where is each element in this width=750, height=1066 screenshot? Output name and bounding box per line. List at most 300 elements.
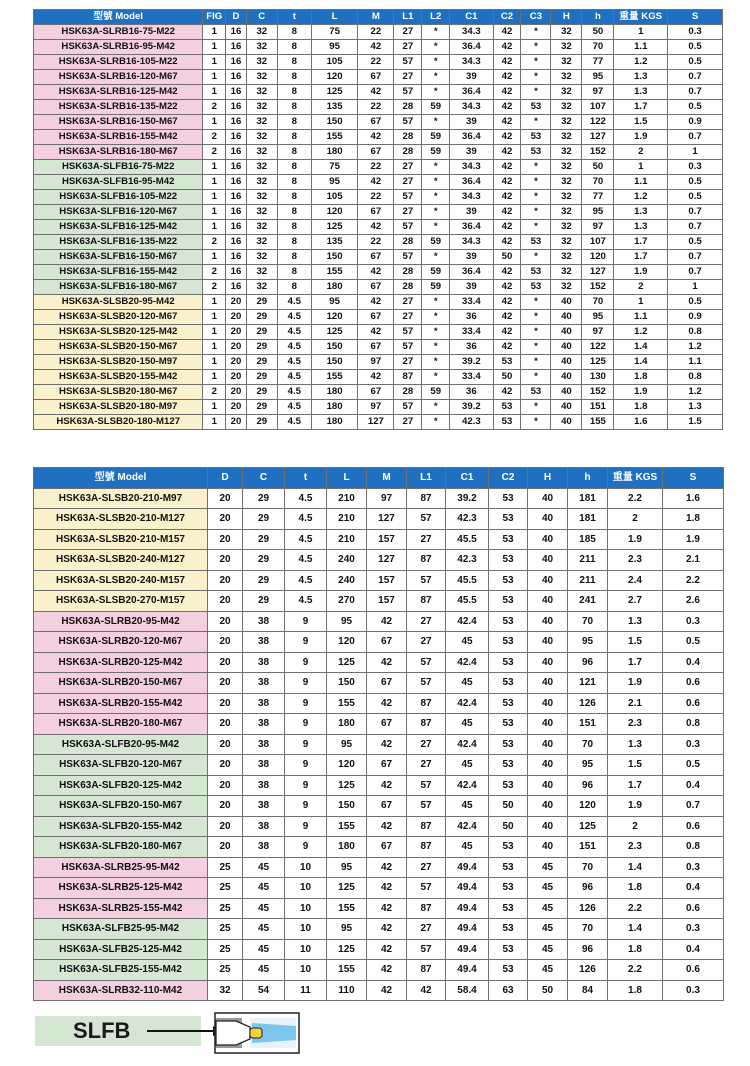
value-cell: 40: [551, 325, 582, 340]
value-cell: 77: [582, 190, 614, 205]
value-cell: *: [521, 70, 551, 85]
model-cell: HSK63A-SLRB16-95-M42: [34, 40, 203, 55]
value-cell: 16: [226, 220, 247, 235]
value-cell: 57: [407, 796, 446, 817]
value-cell: 87: [407, 488, 446, 509]
value-cell: 96: [568, 652, 608, 673]
value-cell: 28: [394, 235, 422, 250]
column-header: 型號 Model: [34, 468, 208, 489]
value-cell: 32: [551, 130, 582, 145]
value-cell: 29: [246, 370, 277, 385]
value-cell: 32: [246, 100, 277, 115]
value-cell: 70: [568, 611, 608, 632]
value-cell: 180: [327, 837, 367, 858]
value-cell: 45: [528, 898, 568, 919]
value-cell: 0.8: [663, 714, 724, 735]
value-cell: 16: [226, 25, 247, 40]
value-cell: *: [422, 370, 450, 385]
value-cell: 2.3: [608, 837, 663, 858]
value-cell: 151: [568, 714, 608, 735]
value-cell: 9: [285, 652, 327, 673]
value-cell: 8: [277, 25, 311, 40]
table-row: [34, 591, 724, 612]
value-cell: 9: [285, 796, 327, 817]
value-cell: *: [422, 160, 450, 175]
value-cell: 67: [358, 310, 394, 325]
value-cell: 67: [367, 755, 407, 776]
value-cell: 27: [394, 355, 422, 370]
model-cell: HSK63A-SLRB20-150-M67: [34, 673, 208, 694]
value-cell: 155: [327, 816, 367, 837]
value-cell: 8: [277, 235, 311, 250]
column-header: L: [311, 10, 357, 25]
value-cell: *: [521, 340, 551, 355]
value-cell: 16: [226, 40, 247, 55]
value-cell: 57: [407, 509, 446, 530]
value-cell: 42: [367, 980, 407, 1001]
value-cell: 1.8: [608, 980, 663, 1001]
value-cell: 29: [246, 340, 277, 355]
value-cell: 32: [551, 115, 582, 130]
value-cell: 42: [493, 310, 521, 325]
value-cell: 8: [277, 190, 311, 205]
value-cell: 155: [311, 265, 357, 280]
value-cell: 42: [358, 370, 394, 385]
value-cell: 32: [246, 265, 277, 280]
value-cell: 32: [246, 40, 277, 55]
value-cell: 40: [528, 714, 568, 735]
value-cell: 107: [582, 235, 614, 250]
value-cell: 42: [367, 775, 407, 796]
model-cell: HSK63A-SLFB20-155-M42: [34, 816, 208, 837]
value-cell: 10: [285, 857, 327, 878]
value-cell: 32: [551, 205, 582, 220]
value-cell: *: [422, 310, 450, 325]
value-cell: 40: [551, 295, 582, 310]
value-cell: 29: [243, 591, 285, 612]
value-cell: 29: [246, 385, 277, 400]
value-cell: 59: [422, 130, 450, 145]
value-cell: *: [422, 85, 450, 100]
value-cell: 9: [285, 693, 327, 714]
value-cell: 38: [243, 796, 285, 817]
value-cell: 2.4: [608, 570, 663, 591]
value-cell: 42: [493, 40, 521, 55]
value-cell: 40: [528, 837, 568, 858]
column-header: D: [226, 10, 247, 25]
value-cell: 27: [394, 310, 422, 325]
table-row: [34, 265, 723, 280]
value-cell: 53: [493, 415, 521, 430]
value-cell: 53: [489, 673, 528, 694]
value-cell: 33.4: [450, 370, 493, 385]
value-cell: 20: [226, 385, 247, 400]
value-cell: 4.5: [285, 529, 327, 550]
value-cell: 42: [493, 85, 521, 100]
value-cell: 53: [489, 919, 528, 940]
column-header: C2: [489, 468, 528, 489]
value-cell: 95: [327, 611, 367, 632]
table-row: [34, 550, 724, 571]
value-cell: 0.5: [668, 175, 723, 190]
value-cell: 57: [407, 939, 446, 960]
value-cell: 25: [208, 960, 243, 981]
value-cell: 2.2: [608, 488, 663, 509]
value-cell: 42: [493, 205, 521, 220]
value-cell: 87: [407, 693, 446, 714]
value-cell: 45.5: [446, 529, 489, 550]
value-cell: 20: [208, 755, 243, 776]
value-cell: 32: [551, 85, 582, 100]
value-cell: 16: [226, 280, 247, 295]
value-cell: 127: [582, 265, 614, 280]
value-cell: 1.9: [608, 796, 663, 817]
column-header: M: [367, 468, 407, 489]
value-cell: 2.2: [663, 570, 724, 591]
value-cell: 20: [226, 295, 247, 310]
value-cell: 9: [285, 816, 327, 837]
value-cell: 27: [394, 175, 422, 190]
value-cell: 53: [489, 570, 528, 591]
value-cell: 95: [582, 310, 614, 325]
value-cell: *: [521, 115, 551, 130]
value-cell: 34.3: [450, 160, 493, 175]
value-cell: 40: [528, 591, 568, 612]
table-row: [34, 755, 724, 776]
model-cell: HSK63A-SLSB20-125-M42: [34, 325, 203, 340]
value-cell: 0.3: [663, 734, 724, 755]
value-cell: 40: [551, 400, 582, 415]
model-cell: HSK63A-SLSB20-180-M67: [34, 385, 203, 400]
value-cell: 49.4: [446, 919, 489, 940]
value-cell: 32: [246, 70, 277, 85]
value-cell: 151: [582, 400, 614, 415]
value-cell: 4.5: [277, 295, 311, 310]
column-header: L2: [422, 10, 450, 25]
value-cell: 32: [551, 145, 582, 160]
model-cell: HSK63A-SLRB16-120-M67: [34, 70, 203, 85]
table-row: [34, 130, 723, 145]
value-cell: 42: [358, 85, 394, 100]
model-cell: HSK63A-SLRB20-155-M42: [34, 693, 208, 714]
value-cell: *: [521, 160, 551, 175]
value-cell: 135: [311, 235, 357, 250]
value-cell: 8: [277, 205, 311, 220]
value-cell: 87: [394, 370, 422, 385]
value-cell: 57: [394, 325, 422, 340]
value-cell: 8: [277, 115, 311, 130]
column-header: C: [246, 10, 277, 25]
value-cell: 42: [493, 100, 521, 115]
value-cell: 53: [521, 145, 551, 160]
legend-label: SLFB: [73, 1018, 131, 1043]
value-cell: 42: [493, 235, 521, 250]
value-cell: 32: [551, 175, 582, 190]
value-cell: 70: [582, 40, 614, 55]
value-cell: 39.2: [450, 400, 493, 415]
value-cell: 36.4: [450, 220, 493, 235]
value-cell: 1.9: [608, 529, 663, 550]
value-cell: 27: [394, 205, 422, 220]
value-cell: 1.2: [668, 385, 723, 400]
value-cell: 16: [226, 175, 247, 190]
model-cell: HSK63A-SLFB25-125-M42: [34, 939, 208, 960]
value-cell: 33.4: [450, 325, 493, 340]
value-cell: 40: [528, 755, 568, 776]
value-cell: 240: [327, 570, 367, 591]
value-cell: 40: [528, 796, 568, 817]
value-cell: 53: [489, 775, 528, 796]
value-cell: 16: [226, 100, 247, 115]
value-cell: 45: [446, 632, 489, 653]
table-row: [34, 837, 724, 858]
value-cell: 40: [528, 632, 568, 653]
value-cell: 20: [226, 340, 247, 355]
value-cell: 0.9: [668, 115, 723, 130]
value-cell: 42: [493, 130, 521, 145]
model-cell: HSK63A-SLFB16-150-M67: [34, 250, 203, 265]
value-cell: 151: [568, 837, 608, 858]
value-cell: 1: [203, 310, 226, 325]
column-header: h: [582, 10, 614, 25]
table-row: [34, 235, 723, 250]
column-header: h: [568, 468, 608, 489]
value-cell: 8: [277, 250, 311, 265]
value-cell: 211: [568, 570, 608, 591]
value-cell: 0.3: [663, 919, 724, 940]
value-cell: 57: [394, 220, 422, 235]
column-header: 重量 KGS: [608, 468, 663, 489]
value-cell: 84: [568, 980, 608, 1001]
value-cell: 67: [367, 714, 407, 735]
value-cell: 16: [226, 55, 247, 70]
value-cell: 181: [568, 509, 608, 530]
value-cell: 32: [246, 205, 277, 220]
value-cell: *: [521, 40, 551, 55]
value-cell: 16: [226, 250, 247, 265]
value-cell: 32: [551, 160, 582, 175]
value-cell: 125: [327, 878, 367, 899]
value-cell: 32: [551, 40, 582, 55]
value-cell: 63: [489, 980, 528, 1001]
value-cell: 126: [568, 693, 608, 714]
value-cell: *: [422, 175, 450, 190]
value-cell: 1.2: [614, 325, 668, 340]
model-cell: HSK63A-SLFB16-120-M67: [34, 205, 203, 220]
value-cell: 20: [208, 652, 243, 673]
value-cell: 0.7: [668, 250, 723, 265]
value-cell: 32: [246, 280, 277, 295]
table-row: [34, 55, 723, 70]
value-cell: 77: [582, 55, 614, 70]
table-row: [34, 220, 723, 235]
value-cell: 2.3: [608, 714, 663, 735]
model-cell: HSK63A-SLRB25-155-M42: [34, 898, 208, 919]
value-cell: 11: [285, 980, 327, 1001]
value-cell: 27: [407, 857, 446, 878]
value-cell: 152: [582, 385, 614, 400]
table-row: [34, 632, 724, 653]
value-cell: 45: [528, 939, 568, 960]
value-cell: 9: [285, 755, 327, 776]
value-cell: 20: [208, 550, 243, 571]
table-row: [34, 488, 724, 509]
spec-table-1: [33, 9, 723, 430]
value-cell: 155: [582, 415, 614, 430]
value-cell: 28: [394, 130, 422, 145]
value-cell: 96: [568, 939, 608, 960]
value-cell: 49.4: [446, 878, 489, 899]
value-cell: 45: [243, 857, 285, 878]
model-cell: HSK63A-SLRB16-75-M22: [34, 25, 203, 40]
column-header: C2: [493, 10, 521, 25]
model-cell: HSK63A-SLFB16-105-M22: [34, 190, 203, 205]
value-cell: 16: [226, 190, 247, 205]
value-cell: 120: [311, 205, 357, 220]
value-cell: 53: [489, 509, 528, 530]
column-header: t: [277, 10, 311, 25]
value-cell: 58.4: [446, 980, 489, 1001]
arrow-right-icon: [145, 1024, 225, 1038]
value-cell: 42: [367, 939, 407, 960]
value-cell: *: [422, 25, 450, 40]
value-cell: 1: [203, 340, 226, 355]
model-cell: HSK63A-SLSB20-180-M127: [34, 415, 203, 430]
value-cell: 45.5: [446, 570, 489, 591]
value-cell: 20: [208, 673, 243, 694]
value-cell: 42: [358, 265, 394, 280]
value-cell: 0.3: [668, 160, 723, 175]
value-cell: 2.1: [663, 550, 724, 571]
model-cell: HSK63A-SLRB20-180-M67: [34, 714, 208, 735]
value-cell: 0.5: [668, 295, 723, 310]
value-cell: 127: [358, 415, 394, 430]
value-cell: 96: [568, 878, 608, 899]
value-cell: 33.4: [450, 295, 493, 310]
value-cell: 1: [203, 220, 226, 235]
value-cell: 57: [407, 775, 446, 796]
column-header: H: [528, 468, 568, 489]
value-cell: 59: [422, 100, 450, 115]
model-cell: HSK63A-SLSB20-240-M157: [34, 570, 208, 591]
value-cell: 75: [311, 160, 357, 175]
value-cell: 157: [367, 570, 407, 591]
value-cell: 42.4: [446, 611, 489, 632]
value-cell: 1.7: [608, 652, 663, 673]
value-cell: 42: [407, 980, 446, 1001]
value-cell: 34.3: [450, 55, 493, 70]
value-cell: 57: [407, 673, 446, 694]
value-cell: 42: [493, 25, 521, 40]
value-cell: 67: [367, 837, 407, 858]
value-cell: 8: [277, 70, 311, 85]
value-cell: 121: [568, 673, 608, 694]
value-cell: 1.3: [614, 205, 668, 220]
value-cell: 8: [277, 160, 311, 175]
value-cell: 40: [528, 734, 568, 755]
value-cell: 38: [243, 652, 285, 673]
value-cell: 135: [311, 100, 357, 115]
value-cell: 2: [614, 280, 668, 295]
value-cell: 67: [358, 205, 394, 220]
value-cell: 125: [311, 325, 357, 340]
value-cell: 27: [394, 70, 422, 85]
value-cell: 40: [528, 652, 568, 673]
value-cell: *: [521, 370, 551, 385]
value-cell: 53: [521, 385, 551, 400]
value-cell: 0.5: [668, 100, 723, 115]
model-cell: HSK63A-SLSB20-180-M97: [34, 400, 203, 415]
table-row: [34, 816, 724, 837]
value-cell: 8: [277, 220, 311, 235]
value-cell: 1: [614, 295, 668, 310]
value-cell: 157: [367, 529, 407, 550]
value-cell: 1.1: [614, 310, 668, 325]
value-cell: 0.4: [663, 775, 724, 796]
value-cell: 2: [614, 145, 668, 160]
value-cell: 1.4: [608, 919, 663, 940]
value-cell: 34.3: [450, 235, 493, 250]
table-row: [34, 673, 724, 694]
table-row: [34, 205, 723, 220]
value-cell: 32: [246, 85, 277, 100]
table-row: [34, 40, 723, 55]
value-cell: 38: [243, 673, 285, 694]
value-cell: *: [521, 355, 551, 370]
value-cell: 1: [203, 205, 226, 220]
value-cell: 0.6: [663, 673, 724, 694]
value-cell: 1.9: [614, 265, 668, 280]
table-row: [34, 70, 723, 85]
spec-table-2: [33, 467, 724, 1001]
value-cell: 107: [582, 100, 614, 115]
value-cell: 0.8: [668, 370, 723, 385]
column-header: L1: [394, 10, 422, 25]
value-cell: 32: [246, 115, 277, 130]
table-row: [34, 693, 724, 714]
value-cell: 155: [311, 370, 357, 385]
value-cell: 25: [208, 857, 243, 878]
value-cell: 8: [277, 175, 311, 190]
value-cell: 45: [446, 837, 489, 858]
value-cell: 20: [208, 611, 243, 632]
value-cell: 1.5: [614, 115, 668, 130]
value-cell: 20: [226, 310, 247, 325]
value-cell: 4.5: [277, 355, 311, 370]
value-cell: 185: [568, 529, 608, 550]
value-cell: 67: [358, 385, 394, 400]
column-header: M: [358, 10, 394, 25]
table-row: [34, 25, 723, 40]
value-cell: 2.3: [608, 550, 663, 571]
table-row: [34, 570, 724, 591]
value-cell: *: [422, 115, 450, 130]
value-cell: 40: [551, 340, 582, 355]
model-cell: HSK63A-SLRB20-120-M67: [34, 632, 208, 653]
value-cell: 67: [358, 280, 394, 295]
value-cell: 59: [422, 235, 450, 250]
value-cell: *: [521, 250, 551, 265]
value-cell: 36: [450, 385, 493, 400]
value-cell: 42: [358, 325, 394, 340]
value-cell: 87: [407, 714, 446, 735]
model-cell: HSK63A-SLFB16-155-M42: [34, 265, 203, 280]
value-cell: 1.5: [608, 755, 663, 776]
value-cell: 53: [489, 857, 528, 878]
value-cell: 16: [226, 85, 247, 100]
value-cell: 53: [521, 265, 551, 280]
value-cell: 42: [367, 878, 407, 899]
